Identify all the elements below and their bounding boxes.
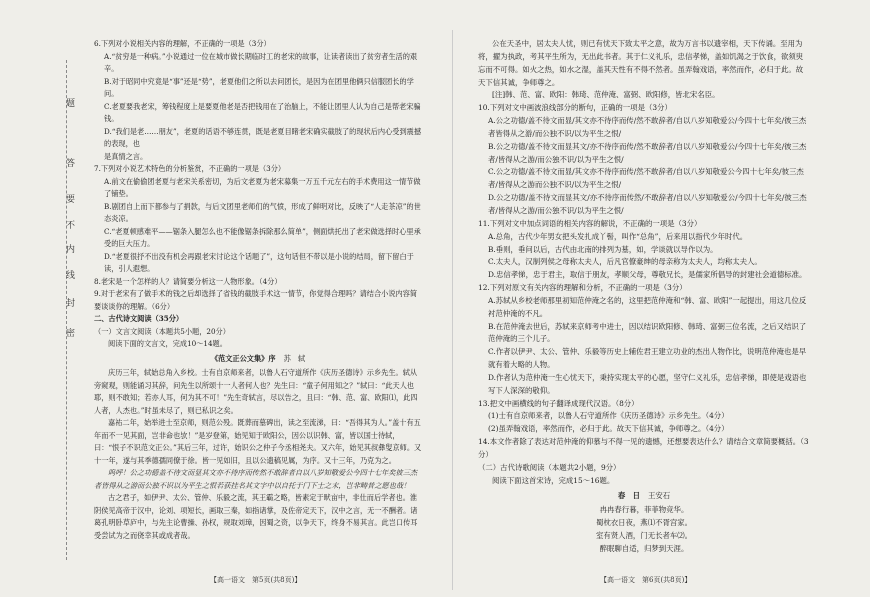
option-12d: D.作者认为范仲淹一生心忧天下，秉持实现太平的心愿，坚守仁义礼乐，忠信孝悌，即使是戏语也写下人深深的敬仰。 [488,372,807,395]
essay-paragraph: 嘉祐二年，始举进士至京师，则范公殁。既葬而墓碑出，读之至流涕，曰：“吾得其为人。”盖十有五年而不一见其面，岂非命也欤！”是岁登第，始见知于欧阳公，因公以识韩、富，皆以国士待轼，曰：“恨子不识范文正公。”其后三年，过许，始识公之仲子今丞相尧夫。又六年，始见其叔彝叟京师。又十一年，遂与其季德孺同僚于徐。皆一见如旧，且以公遗稿见属，为序。又十三年，乃克为之。 [94,418,422,465]
question-13-part1: (1)士有自京师来者，以鲁人石守道所作《庆历圣德诗》示乡先生。（4分） [488,411,729,421]
essay-author: 苏 轼 [283,353,306,363]
right-column [478,38,810,556]
question-10: 10.下列对文中画波浪线部分的断句，正确的一项是（3分） [478,103,672,113]
subsection-instructions: 阅读下面这首宋诗，完成15～16题。 [492,475,615,485]
option-6b: B.对于昭同中究竟是“事”还是“势”，老夏他们之所以去问团长，是因为在团里他俩只信服团长的学问。 [104,76,414,98]
question-9: 9.对于老宋有了做手术的钱之后却选择了省钱的截肢手术这一情节，你觉得合理吗？请结合小说内容简要谈谈你的理解。（6分） [94,289,418,311]
subsection-heading: （一）文言文阅读（本题共5小题，20分） [94,326,230,336]
seal-word: 封 [66,299,76,309]
essay-paragraph-wavy: 呜呼！公之功德盖不待文而显其文亦不待序而传然不敢辞者自以八岁知敬爱公今四十七年矣彼三杰者皆得从之游而公独不识以为平生之恨若获挂名其文字中以自托于门下士之末，岂非畴昔之愿也哉！ [94,468,418,490]
option-7b: B.剧团自上而下都参与了捐款，与后文团里老师们的气愤，形成了鲜明对比，反映了“人走茶凉”的世态炎凉。 [104,201,421,223]
poem-line: 蜀枕衣日夜，燕⑴不胥宫家。 [595,518,693,528]
question-7: 7.下列对小说艺术特色的分析鉴赏，不正确的一项是（3分） [94,164,286,173]
seal-word: 不 [66,221,76,231]
option-12b: B.在范仲淹去世后，苏轼来京师考中进士，因以结识欧阳修、韩琦、富弼三位名流，之后又结识了范仲淹的三个儿子。 [488,321,807,344]
option-11b: B.垂则，垂问以后，古代由北南的排列为墓，如，学谈就以导作以为。 [488,244,718,254]
question-13: 13.把文中画横线的句子翻译成现代汉语。（8分） [478,398,639,408]
option-7a: A.前文在偷偷团老夏与老宋关系密切，为后文老夏为老宋募集一万五千元左右的手术费用这一情节做了铺垫。 [104,176,421,198]
question-14: 14.本文作者除了表达对范仲淹的仰慕与不得一见的遗憾，还想要表达什么？请结合文章简要概括。（3分） [478,437,809,459]
poem-author: 王安石 [648,490,671,500]
poem-title-text: 春 日 [617,490,640,500]
option-11c: C.太夫人，汉制列侯之母称太夫人，后凡官僚豪绅的母亲称为太夫人，均称太夫人。 [488,257,762,267]
essay-paragraph: 古之君子，如伊尹、太公、管仲、乐毅之流，其王霸之略，皆素定于畎亩中，非仕而后学者也。淮阴侯见高帝于汉中，论刘、项短长，画取三秦，如指诸掌，及佐帝定天下，汉中之言，无一不酬者。诸葛孔明卧草庐中，与先主论曹操、孙权，规取刘璋，因蜀之资，以争天下，终身不易其言。此岂口传耳受尝试为之而侥幸其或成者哉。 [94,493,418,540]
seal-word: 线 [66,271,76,281]
option-12c: C.作者以伊尹、太公、管仲、乐毅等历史上辅佐君王建立功业的杰出人物作比，说明范仲淹也是早就有着大略的人物。 [488,347,807,370]
essay-annotation: [注]韩、范、富、欧阳：韩琦、范仲淹、富弼、欧阳修，皆北宋名臣。 [492,90,720,100]
option-7c: C.“老夏顿感难平——锯条入腿怎么也不能像锯条拆除那么简单”，侧面烘托出了老宋做选择时心里承受的巨大压力。 [104,226,421,248]
seal-line [48,60,67,560]
option-10c: C.公之功德/盖不待文而显/其文亦不待序而传/然不敢辞者/自以八岁知敬爱公今四十七年矣/彼三杰者/皆得从之游而公独不识/以为平生之恨/ [488,167,804,190]
poem-title [478,490,810,503]
page-footer: 【高一语文 第5页(共8页)】 [210,576,302,584]
essay-paragraph: 庆历三年，轼始总角入乡校。士有自京师来者，以鲁人石守道所作《庆历圣德诗》示乡先生。轼从旁窥观，则能诵习其辞，问先生以所颂十一人者何人也？先生曰：“童子何用知之？”轼曰：“此天人也耶，则不敢知；若亦人耳，何为其不可！”先生奇轼言，尽以告之，且曰：“韩、范、富、欧阳⑴，此四人者，人杰也。”时虽未尽了，则已私识之矣。 [94,368,418,415]
essay-paragraph: 公在天圣中，居太夫人忧，则已有忧天下致太平之意，故为万言书以遗宰相，天下传诵。至用为将，擢为执政，考其平生所为，无出此书者。其于仁义礼乐，忠信孝悌，盖如饥渴之于饮食，欲须臾忘而不可得。如火之热，如水之湿，盖其天性有不得不然者。虽弄翰戏语，率然而作，必归于此。故天下信其诚，争师尊之。 [478,39,804,87]
subsection-instructions: 阅读下面的文言文，完成10～14题。 [108,339,227,348]
seal-word: 内 [66,245,76,255]
subsection-heading: （二）古代诗歌阅读（本题共2小题，9分） [478,462,621,472]
option-11d: D.忠信孝悌，忠于君主，取信于朋友，孝顺父母，尊敬兄长，是儒家所倡导的封建社会道德标准。 [488,270,807,280]
seal-word: 要 [66,195,76,205]
option-11a: A.总角，古代少年男女把头发扎成丫髻，叫作“总角”，后来用以指代少年时代。 [488,231,748,241]
question-8: 8.老宋是一个怎样的人？请简要分析这一人物形象。（4分） [94,276,282,286]
option-10b: B.公之功德/盖不待文而显其文/亦不待序而传/然不敢辞者/自以八岁知敬爱公/今四十七年矣/彼三杰者/皆得从之游/而公独不识/以为平生之恨/ [488,141,807,164]
seal-word: 题 [66,99,76,109]
option-12a: A.苏轼从乡校老师那里初知范仲淹之名的，这里把范仲淹和“韩、富、欧阳”一起提出，用这几位反衬范仲淹的不凡。 [488,295,807,318]
option-6d-cont: 是真情之言。 [104,151,148,161]
column-divider [452,30,453,590]
option-6a: A.“贫穷是一种病。”小说通过一位在城市做长期临时工的老宋的故事，让读者读出了贫穷者生活的艰辛。 [104,51,418,73]
question-13-part2: (2)虽弄翰戏语，率然而作，必归于此。故天下信其诚，争师尊之。（4分） [488,424,729,434]
option-10d: D.公之功德/盖不待文而显其文/亦不待序而传然/不敢辞者/自以八岁知敬爱公/今四十七年矣/彼三杰者/皆得从之游/而公独不识/以为平生之恨/ [488,193,807,215]
seal-word: 密 [66,329,76,339]
poem-line: 醉眠聊自适，归梦到天涯。 [599,543,689,553]
question-12: 12.下列对原文有关内容的理解和分析，不正确的一项是（3分） [478,283,687,293]
left-column [94,38,422,542]
option-7d: D.“老夏很抒不出没有机会再跟老宋讨论这个话题了”，这句话但不带以是小说的结局，留下留白于读，引人遐想。 [104,251,414,273]
page-footer: 【高一语文 第6页(共8页)】 [600,576,692,584]
essay-title [94,353,422,366]
option-10a: A.公之功德/盖不待文而显/其文亦不待序而传/然不敢辞者/自以八岁知敬爱公/今四十七年矣/彼三杰者皆得从之游/而公独不识/以为平生之恨/ [488,116,807,138]
option-6d: D.“我们是老……朋友”，老夏的话语不够连贯，既是老夏目睹老宋确实截肢了的现状后内心受到震撼的表现，也 [104,126,422,148]
poem-line: 室有贤人酒，门无长者车⑵。 [595,531,693,541]
section-heading: 二、古代诗文阅读（35分） [94,314,184,323]
essay-title-text: 《范文正公文集》序 [210,353,276,363]
option-6c: C.老夏要我老宋，筹钱程度上是要夏他老是否把钱用在了治脑上，不能让团里人认为自己是帮老宋骗钱。 [104,101,421,123]
seal-word: 答 [66,159,76,169]
poem-line: 冉冉春行暮，菲菲物竞华。 [599,505,689,515]
question-6: 6.下列对小说相关内容的理解，不正确的一项是（3分） [94,39,271,48]
question-11: 11.下列对文中加点词语的相关内容的解说，不正确的一项是（3分） [478,218,702,228]
